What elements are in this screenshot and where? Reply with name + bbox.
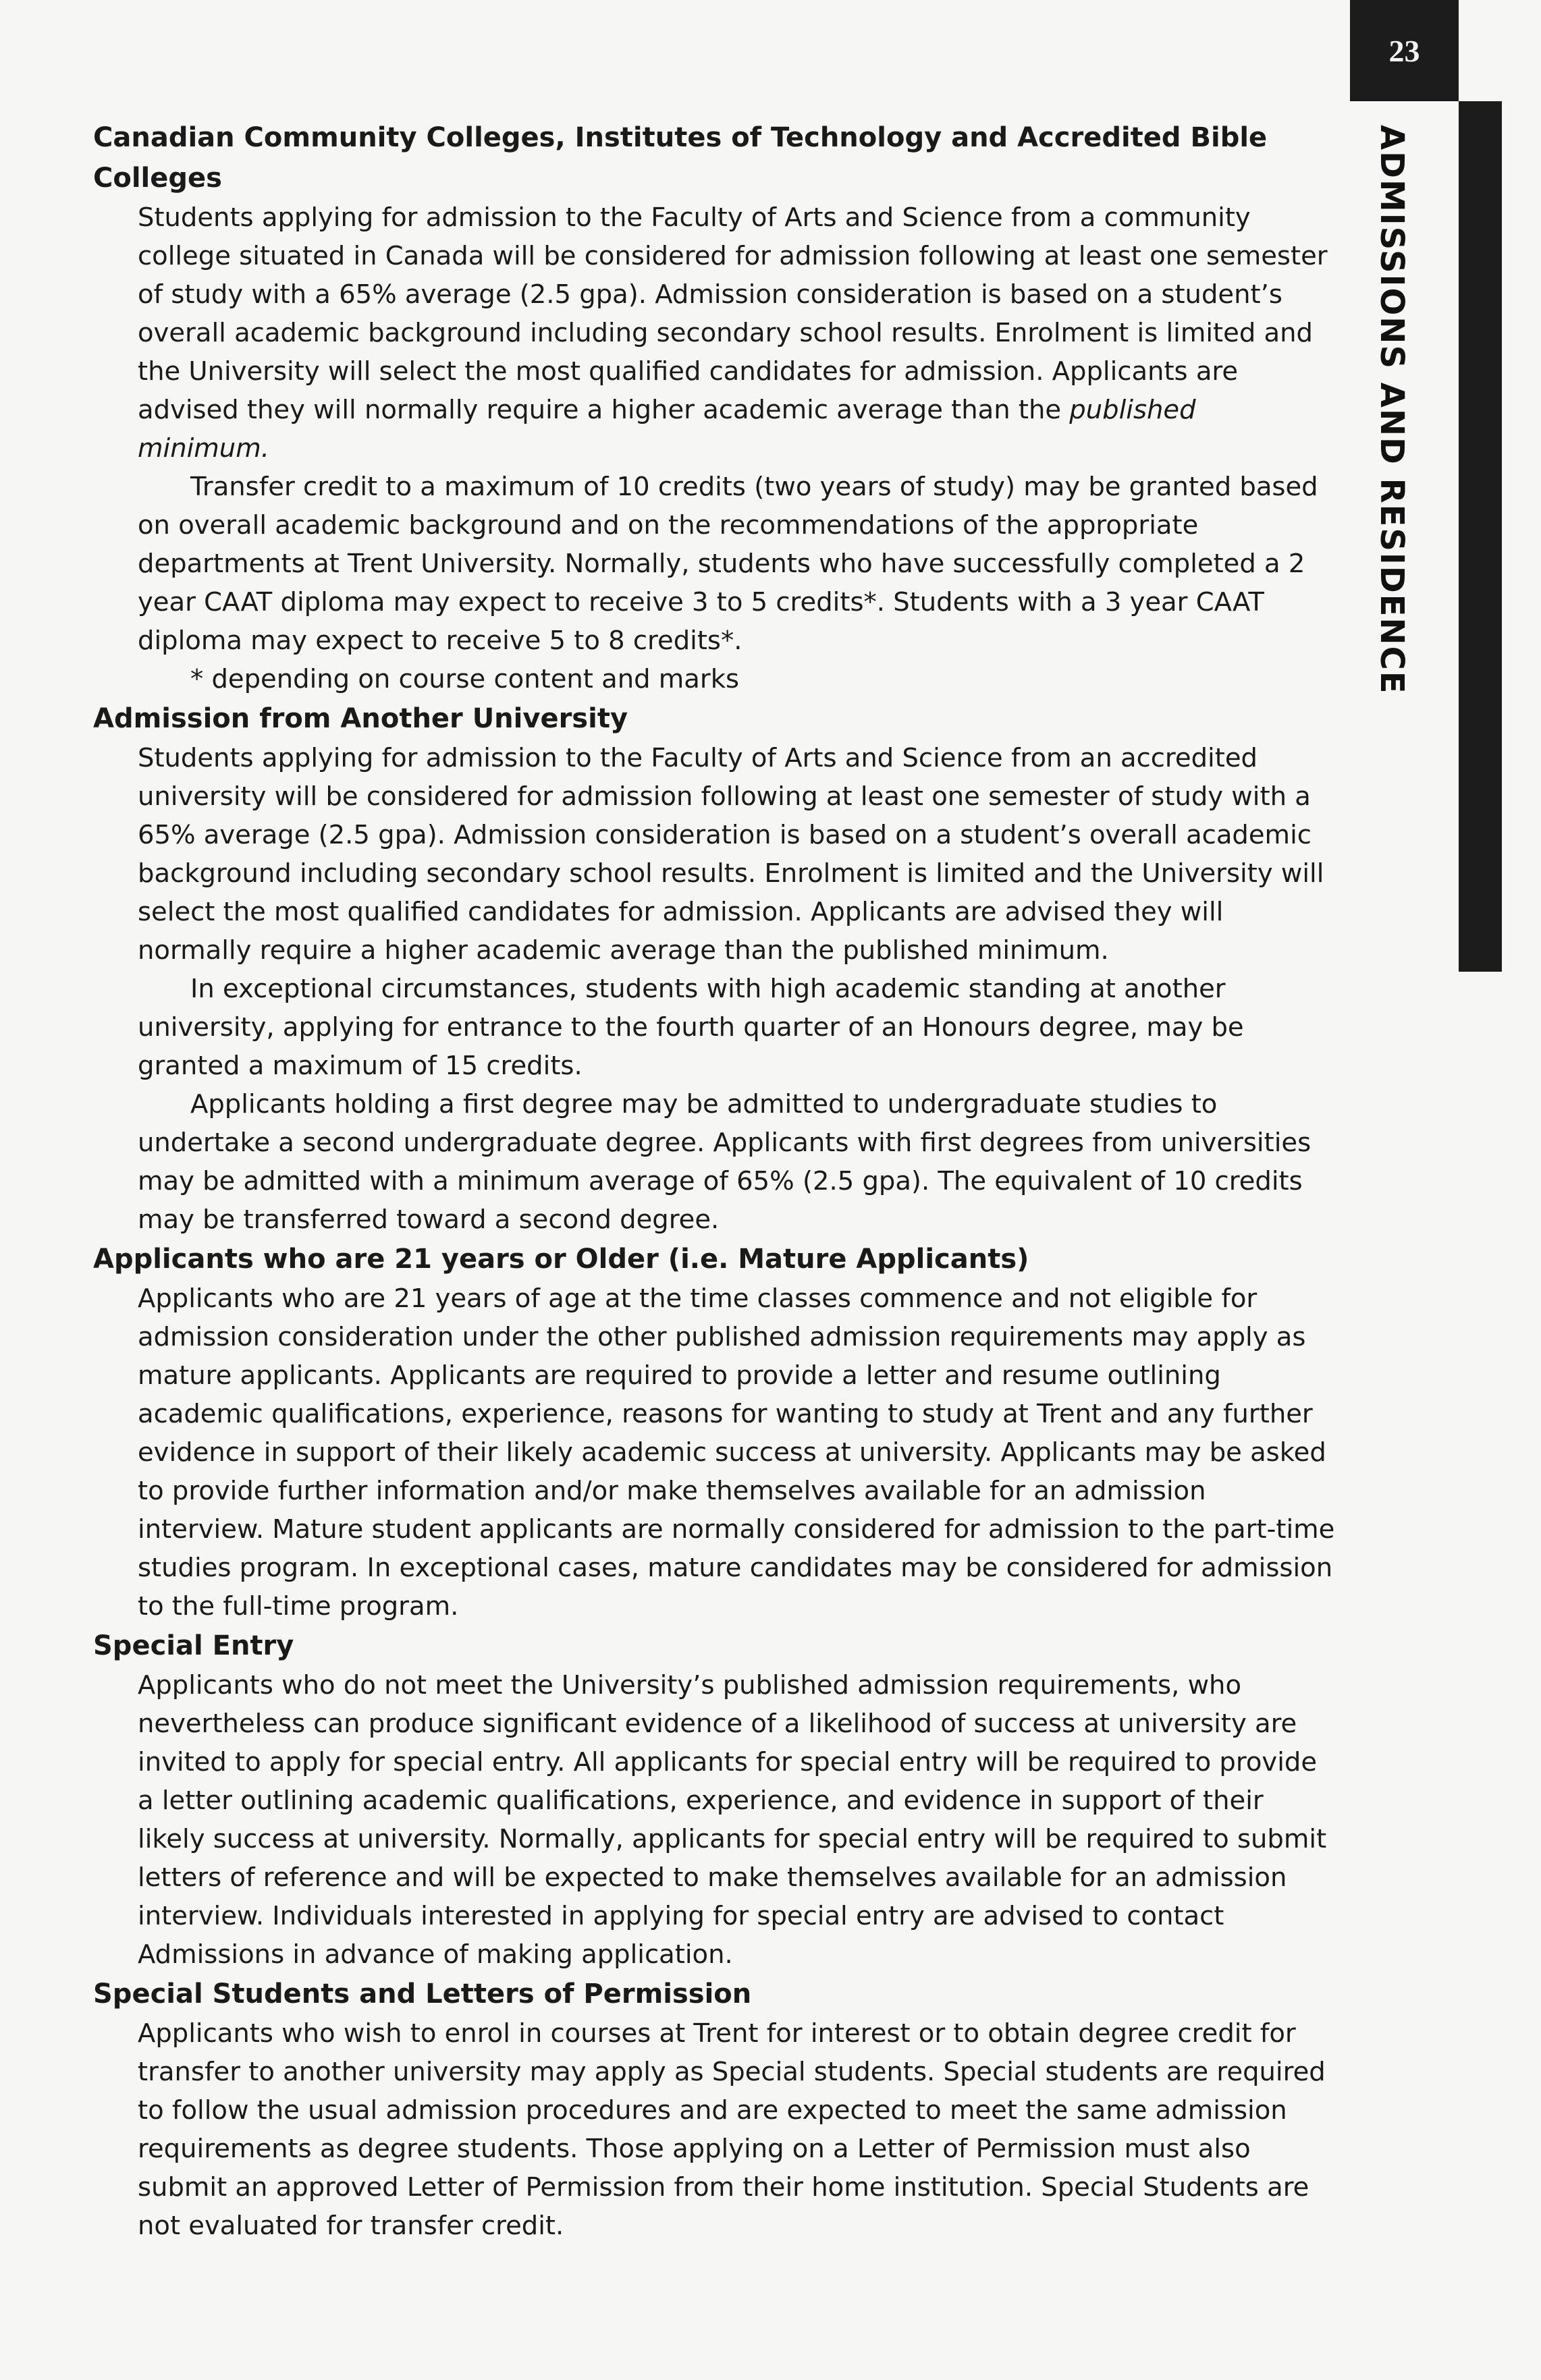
section-mature-applicants xyxy=(93,1239,1335,1626)
paragraph-text: Students applying for admission to the Faculty of Arts and Science from a community college situated in Canada will be considered for admission following at least one semester of study with a 65% average (2.5 gpa). Admission consideration is based on a student’s overall academic background including secondary school results. Enrolment is limited and the University will select the most qualified candidates for admission. Applicants are advised they will normally require a higher academic average than the xyxy=(138,202,1328,425)
section-body xyxy=(93,1666,1335,1974)
page-number: 23 xyxy=(1350,0,1459,101)
paragraph xyxy=(138,198,1335,468)
section-heading: Admission from Another University xyxy=(93,703,628,734)
paragraph: Applicants who are 21 years of age at the time classes commence and not eligible for admission consideration under the other published admission requirements may apply as mature applicants. Applicants are required to provide a letter and resume outlining academic qualifications, experience, reasons for wanting to study at Trent and any further evidence in support of their likely academic success at university. Applicants may be asked to provide further information and/or make themselves available for an admission interview. Mature student applicants are normally considered for admission to the part-time studies program. In exceptional cases, mature candidates may be considered for admission to the full-time program. xyxy=(138,1283,1335,1622)
page-content xyxy=(93,117,1335,2245)
section-heading: Special Students and Letters of Permission xyxy=(93,1978,752,2010)
paragraph: In exceptional circumstances, students with high academic standing at another university, applying for entrance to the fourth quarter of an Honours degree, may be granted a maximum of 15 credits. xyxy=(138,974,1244,1081)
paragraph: Applicants who wish to enrol in courses at Trent for interest or to obtain degree credit for transfer to another university may apply as Special students. Special students are required to follow the usual admission procedures and are expected to meet the same admission requirements as degree students. Those applying on a Letter of Permission must also submit an approved Letter of Permission from their home institution. Special Students are not evaluated for transfer credit. xyxy=(138,2018,1326,2241)
side-tab-label: ADMISSIONS AND RESIDENCE xyxy=(1373,125,1411,695)
footnote: * depending on course content and marks xyxy=(190,664,740,694)
section-heading: Special Entry xyxy=(93,1630,294,1661)
paragraph: Students applying for admission to the Faculty of Arts and Science from an accredited university will be considered for admission following at least one semester of study with a 65% average (2.5 gpa). Admission consideration is based on a student’s overall academic background including secondary school results. Enrolment is limited and the University will select the most qualified candidates for admission. Applicants are advised they will normally require a higher academic average than the published minimum. xyxy=(138,743,1324,966)
section-special-students xyxy=(93,1974,1335,2245)
section-heading: Canadian Community Colleges, Institutes of Technology and Accredited Bible Colleges xyxy=(93,122,1268,194)
paragraph: Applicants who do not meet the University’s published admission requirements, who nevertheless can produce significant evidence of a likelihood of success at university are invited to apply for special entry. All applicants for special entry will be required to provide a letter outlining academic qualifications, experience, and evidence in support of their likely success at university. Normally, applicants for special entry will be required to submit letters of reference and will be expected to make themselves available for an admission interview. Individuals interested in applying for special entry are advised to contact Admissions in advance of making application. xyxy=(138,1670,1327,1970)
paragraph: Applicants holding a first degree may be admitted to undergraduate studies to undertake a second undergraduate degree. Applicants with first degrees from universities may be admitted with a minimum average of 65% (2.5 gpa). The equivalent of 10 credits may be transferred toward a second degree. xyxy=(138,1089,1312,1235)
section-body xyxy=(93,1279,1335,1626)
section-body xyxy=(93,2014,1335,2245)
section-body xyxy=(93,198,1335,698)
paragraph: Transfer credit to a maximum of 10 credits (two years of study) may be granted based on overall academic background and on the recommendations of the appropriate departments at Trent University. Normally, students who have successfully completed a 2 year CAAT diploma may expect to receive 3 to 5 credits*. Students with a 3 year CAAT diploma may expect to receive 5 to 8 credits*. xyxy=(138,472,1318,656)
section-another-university xyxy=(93,698,1335,1239)
section-community-colleges xyxy=(93,117,1335,698)
italic-text: published minimum. xyxy=(138,395,1196,464)
section-body xyxy=(93,739,1335,1239)
section-special-entry xyxy=(93,1626,1335,1974)
section-heading: Applicants who are 21 years or Older (i.e. Mature Applicants) xyxy=(93,1244,1029,1275)
